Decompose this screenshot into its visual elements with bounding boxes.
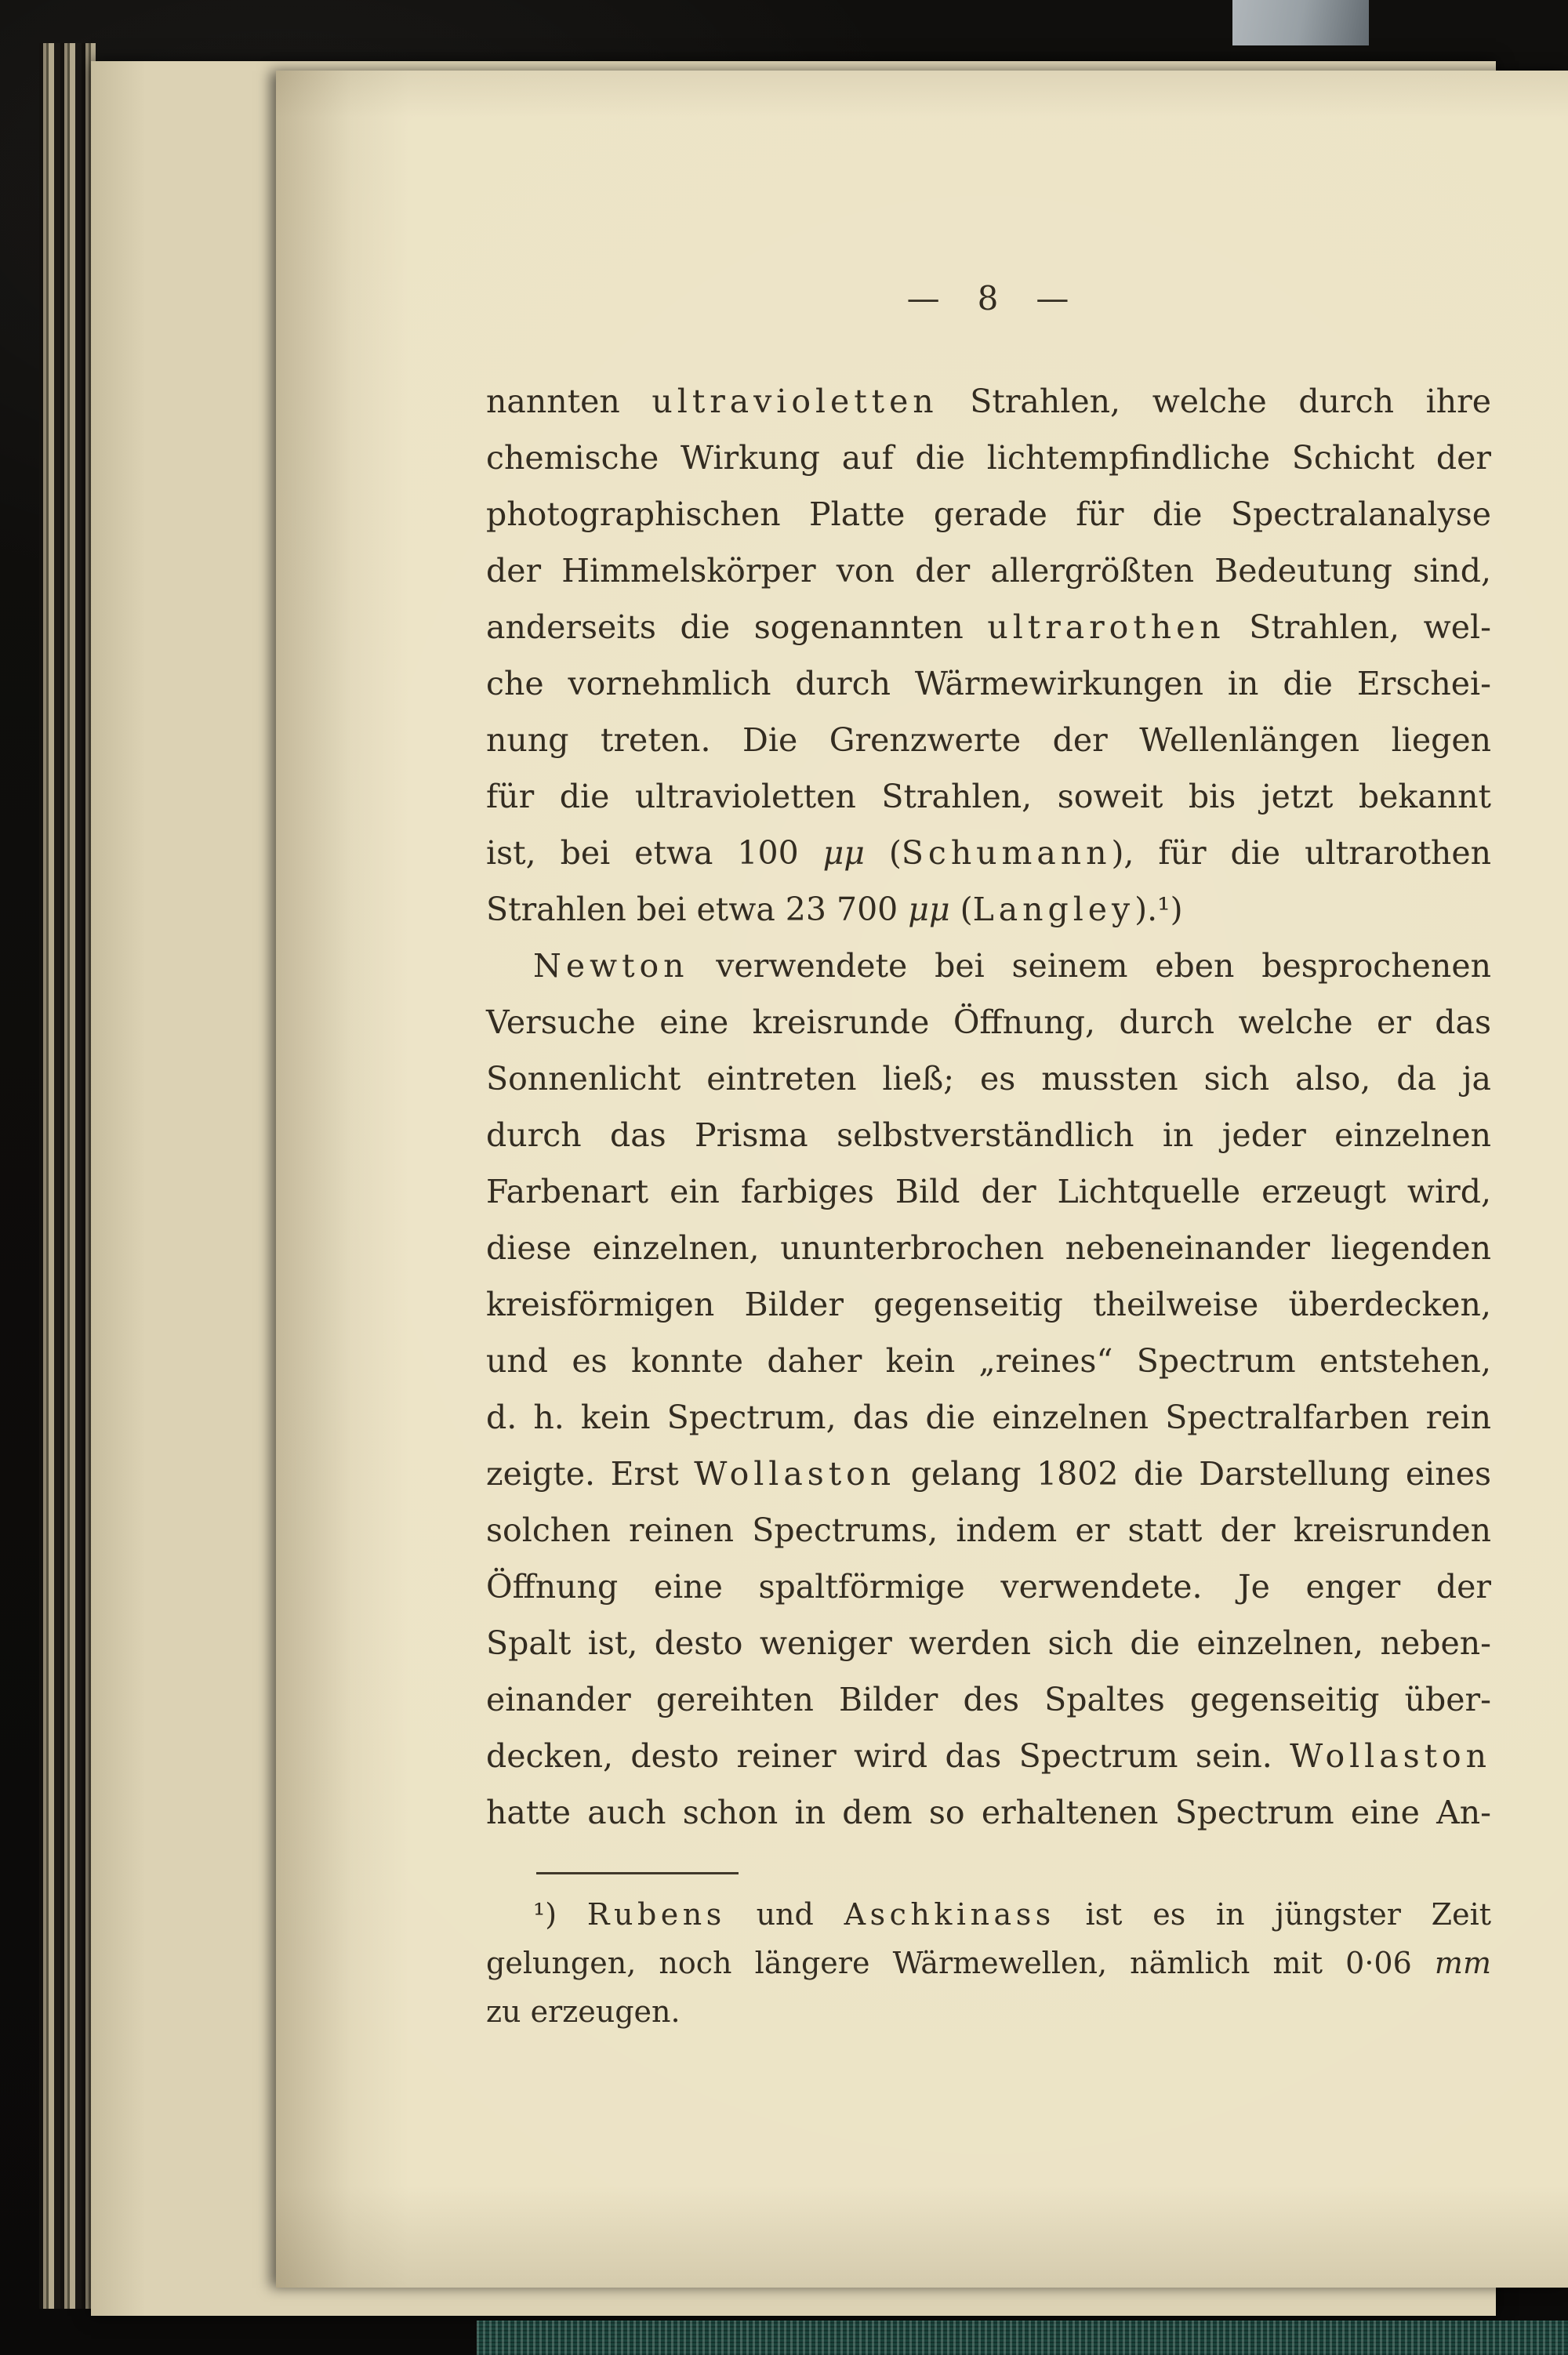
page-number: — 8 —	[906, 279, 1071, 318]
text-line	[486, 768, 1491, 825]
text-segment: Spalt ist, desto weniger werden sich die einzelnen, neben-	[486, 1624, 1491, 1662]
text-line	[486, 1939, 1491, 1987]
text-line	[486, 1615, 1491, 1671]
text-line	[486, 1502, 1491, 1559]
text-line	[486, 712, 1491, 768]
emphasized-text: Schumann	[901, 834, 1112, 872]
text-line	[486, 430, 1491, 486]
emphasized-text: Newton	[533, 947, 689, 985]
emphasized-text: Wollaston	[1290, 1737, 1491, 1775]
text-segment: einander gereihten Bilder des Spaltes gegenseitig über-	[486, 1681, 1491, 1718]
text-segment: mm	[1434, 1946, 1491, 1980]
text-segment: Strahlen, welche durch ihre	[938, 383, 1492, 420]
text-line	[486, 1333, 1491, 1389]
text-line	[486, 542, 1491, 599]
text-line	[486, 1220, 1491, 1276]
text-segment: Sonnenlicht eintreten ließ; es mussten sich also, da ja	[486, 1060, 1491, 1098]
text-line	[486, 1559, 1491, 1615]
text-segment: solchen reinen Spectrums, indem er statt der kreisrunden	[486, 1511, 1491, 1549]
scanner-clip	[1232, 0, 1369, 45]
book-page	[276, 71, 1568, 2288]
text-segment: Strahlen, wel-	[1225, 608, 1491, 646]
text-segment: (	[949, 891, 973, 928]
emphasized-text: Rubens	[586, 1897, 726, 1932]
emphasized-text: ultravioletten	[652, 383, 938, 420]
text-line	[486, 655, 1491, 712]
text-segment: und	[725, 1897, 844, 1932]
text-segment: zeigte. Erst	[486, 1455, 695, 1493]
text-segment: diese einzelnen, ununterbrochen nebeneinander liegenden	[486, 1229, 1491, 1267]
text-segment: ), für die ultrarothen	[1111, 834, 1491, 872]
stacked-page-edges	[39, 43, 96, 2309]
text-segment: Strahlen bei etwa 23 700	[486, 891, 909, 928]
text-segment: für die ultravioletten Strahlen, soweit bis jetzt bekannt	[486, 778, 1491, 815]
text-segment: μμ	[822, 834, 865, 872]
text-line	[486, 1276, 1491, 1333]
text-segment: nannten	[486, 383, 652, 420]
text-segment: chemische Wirkung auf die lichtempfindliche Schicht der	[486, 439, 1491, 477]
footnote	[486, 1867, 1491, 2036]
book-cover-cloth-edge	[477, 2321, 1568, 2355]
text-segment: μμ	[908, 891, 950, 928]
text-line	[486, 373, 1491, 430]
text-line	[486, 1389, 1491, 1446]
text-line	[486, 994, 1491, 1050]
text-segment: verwendete bei seinem eben besprochenen	[688, 947, 1491, 985]
text-segment: Farbenart ein farbiges Bild der Lichtquelle erzeugt wird,	[486, 1173, 1491, 1210]
emphasized-text: ultrarothen	[987, 608, 1225, 646]
text-segment: d. h. kein Spectrum, das die einzelnen Spectralfarben rein	[486, 1399, 1491, 1436]
text-segment: ist, bei etwa 100	[486, 834, 823, 872]
text-segment: ).¹)	[1134, 891, 1183, 928]
emphasized-text: Langley	[972, 891, 1135, 928]
text-line	[486, 881, 1491, 938]
text-segment: anderseits die sogenannten	[486, 608, 988, 646]
text-segment: gelang 1802 die Darstellung eines	[895, 1455, 1491, 1493]
text-segment: durch das Prisma selbstverständlich in jeder einzelnen	[486, 1116, 1491, 1154]
text-segment: gelungen, noch längere Wärmewellen, nämlich mit 0·06	[486, 1946, 1435, 1980]
text-segment: Versuche eine kreisrunde Öffnung, durch welche er das	[486, 1003, 1491, 1041]
text-line	[486, 1987, 1491, 2036]
text-segment: photographischen Platte gerade für die Spectralanalyse	[486, 495, 1491, 533]
text-segment: zu erzeugen.	[486, 1994, 681, 2029]
footnote-rule	[536, 1872, 739, 1874]
text-line	[486, 599, 1491, 655]
text-line	[486, 1163, 1491, 1220]
text-line	[486, 1890, 1491, 1939]
text-segment: ist es in jüngster Zeit	[1054, 1897, 1491, 1932]
text-segment: der Himmelskörper von der allergrößten Bedeutung sind,	[486, 552, 1491, 590]
text-segment: decken, desto reiner wird das Spectrum sein.	[486, 1737, 1290, 1775]
text-segment: (	[864, 834, 902, 872]
body-text	[486, 373, 1491, 1841]
text-segment: che vornehmlich durch Wärmewirkungen in die Erschei-	[486, 665, 1491, 702]
footnote-text	[486, 1890, 1491, 2036]
text-line	[486, 1784, 1491, 1841]
text-segment: ¹)	[533, 1897, 587, 1932]
text-segment: nung treten. Die Grenzwerte der Wellenlängen liegen	[486, 721, 1491, 759]
emphasized-text: Aschkinass	[844, 1897, 1055, 1932]
text-segment: und es konnte daher kein „reines“ Spectrum entstehen,	[486, 1342, 1491, 1380]
text-segment: Öffnung eine spaltförmige verwendete. Je enger der	[486, 1568, 1491, 1606]
text-line	[486, 1446, 1491, 1502]
text-line	[486, 1671, 1491, 1728]
text-segment: hatte auch schon in dem so erhaltenen Spectrum eine An-	[486, 1794, 1491, 1831]
text-line	[486, 1050, 1491, 1107]
text-line	[486, 1107, 1491, 1163]
emphasized-text: Wollaston	[694, 1455, 896, 1493]
text-segment: kreisförmigen Bilder gegenseitig theilweise überdecken,	[486, 1286, 1491, 1323]
text-line	[486, 825, 1491, 881]
text-line	[486, 486, 1491, 542]
text-line	[486, 1728, 1491, 1784]
text-line	[486, 938, 1491, 994]
